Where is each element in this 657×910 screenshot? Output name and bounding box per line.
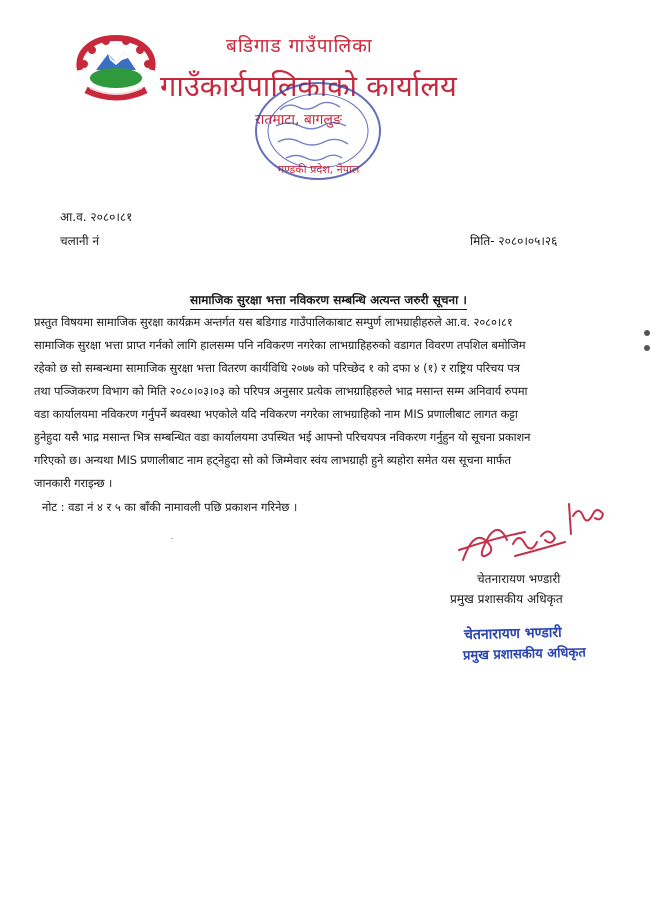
nepal-emblem-logo: [66, 30, 166, 110]
office-name: गाउँकार्यपालिकाको कार्यालय: [160, 69, 457, 103]
notice-subject: सामाजिक सुरक्षा भत्ता नविकरण सम्बन्धि अत्यन्त जरुरी सूचना ।: [190, 291, 467, 310]
body-line: गरिएको छ। अन्यथा MIS प्रणालीबाट नाम हट्नेहुदा सो को जिम्मेवार स्वंय लाभग्राही हुने ब्यहोरा समेत यस सूचना मार्फत: [34, 453, 511, 467]
body-line: रहेको छ सो सम्बन्धमा सामाजिक सुरक्षा भत्ता वितरण कार्यविधि २०७७ को परिच्छेद १ को दफा ४ (१) र राष्ट्रिय परिचय पत्र: [34, 361, 520, 375]
body-line: हुनेहुदा यसै भाद्र मसान्त भित्र सम्बन्धित वडा कार्यालयमा उपस्थित भई आफ्नो परिचयपत्र नविकरण गर्नुहुन यो सूचना प्रकाशन: [34, 430, 531, 444]
handwritten-signature: [455, 486, 625, 576]
edge-dot: [644, 345, 650, 351]
office-province: गण्डकी प्रदेश, नेपाल: [278, 163, 360, 176]
office-address: रातमाटा, बागलुङ: [255, 112, 342, 128]
stamp-title: प्रमुख प्रशासकीय अधिकृत: [462, 645, 587, 664]
body-line: तथा पञ्जिकरण विभाग को मिति २०८०।०३।०३ को परिपत्र अनुसार प्रत्येक लाभग्राहिहरुले भाद्र मसान्त सम्म अनिवार्य रुपमा: [34, 384, 528, 398]
body-line: वडा कार्यालयमा नविकरण गर्नुपर्ने ब्यवस्था भएकोले यदि नविकरण नगरेका लाभग्राहिको नाम MIS प्रणालीबाट लागत कट्टा: [34, 407, 518, 421]
municipality-name: बडिगाड गाउँपालिका: [226, 35, 373, 57]
body-line: प्रस्तुत विषयमा सामाजिक सुरक्षा कार्यक्रम अन्तर्गत यस बडिगाड गाउँपालिकाबाट सम्पुर्ण लाभग्राहीहरुले आ.व. २०८०।८१: [34, 315, 513, 329]
stamp-name: चेतनारायण भण्डारी: [463, 624, 562, 644]
office-seal: [240, 76, 390, 186]
signatory-name: चेतनारायण भण्डारी: [477, 572, 561, 586]
body-line: सामाजिक सुरक्षा भत्ता प्राप्त गर्नको लागि हालसम्म पनि नविकरण नगरेका लाभग्राहिहरुको वडागत विवरण तपशिल बमोजिम: [34, 338, 526, 352]
signatory-title: प्रमुख प्रशासकीय अधिकृत: [450, 592, 563, 606]
edge-dot: [644, 330, 650, 336]
fiscal-year: आ.व. २०८०।८१: [60, 210, 133, 224]
letter-date: मिति- २०८०।०५।२६: [470, 234, 558, 248]
note-text: नोट : वडा नं ४ र ५ का बाँकी नामावली पछि प्रकाशन गरिनेछ ।: [42, 500, 298, 514]
body-line: जानकारी गराइन्छ ।: [34, 476, 113, 490]
dispatch-number: चलानी नं: [60, 234, 100, 248]
